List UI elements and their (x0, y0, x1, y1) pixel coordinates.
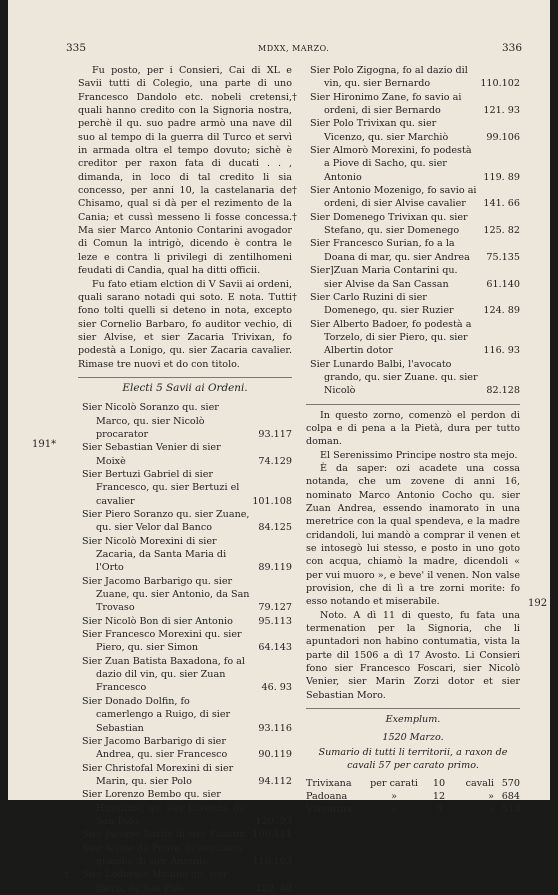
vote-entry (306, 318, 520, 358)
vote-count: 61.140 (486, 278, 520, 290)
vote-entry (306, 264, 520, 291)
table-cell: per carati (370, 777, 418, 789)
summary-heading: Sumario di tutti li territorii, a raxon de cavali 57 per carato primo. (318, 746, 508, 772)
table-cell: 10 (432, 777, 446, 789)
vote-count: 125. 82 (483, 225, 520, 237)
table-row (306, 803, 520, 816)
vote-count: 119. 89 (483, 171, 520, 183)
vote-entry (78, 441, 292, 468)
divider (78, 377, 292, 378)
vote-count: 82.128 (486, 385, 520, 397)
candidate-name: Sier Piero Soranzo qu. sier Zuane, qu. sier Velor dal Banco (82, 509, 250, 534)
candidate-name: Sier Sebastian Venier di sier Moixè (82, 442, 221, 467)
table-cell: » (488, 804, 494, 816)
vote-count: 75.135 (486, 251, 520, 263)
candidate-name: Sier Carlo Ruzini di sier Domenego, qu. sier Ruzier (310, 291, 454, 317)
vote-entry (306, 117, 520, 144)
candidate-name: Sier Donado Dolfin, fo camerlengo a Ruigo, di sier Sebastian (82, 695, 231, 734)
vote-count: 99.106 (486, 131, 520, 143)
elected-cross-icon: † (292, 291, 297, 303)
candidate-name: Sier Nicolò Bon di sier Antonio (82, 615, 233, 627)
vote-list (292, 64, 520, 398)
vote-count: 93.116 (258, 722, 292, 734)
vote-count: 84.125 (258, 522, 292, 534)
vote-entry (292, 291, 520, 318)
table-cell: Trivixana (306, 777, 352, 789)
vote-count: 101.108 (252, 495, 292, 507)
vote-entry (64, 868, 292, 895)
candidate-name: Sier Alberto Badoer, fo podestà a Torzelo, di sier Piero, qu. sier Albertin dotor (310, 318, 472, 357)
vote-entry (78, 468, 292, 508)
table-row (306, 777, 520, 790)
candidate-name: Sier Antonio Mozenigo, fo savio ai ordeni, di sier Alvise cavalier (310, 185, 477, 210)
vote-count: 141. 66 (483, 198, 520, 210)
vote-count: 124. 89 (483, 305, 520, 317)
candidate-name: Sier Almorò Morexini, fo podestà a Piove di Sacho, qu. sier Antonio (310, 145, 472, 183)
candidate-name: Sier Bertuzi Gabriel di sier Francesco, qu. sier Bertuzi el cavalier (82, 468, 240, 507)
elected-cross-icon: † (64, 869, 69, 881)
book-page (8, 0, 550, 894)
candidate-name: Sier Domenego Trivixan qu. sier Stefano, qu. sier Domenego (310, 211, 468, 237)
table-cell: » (391, 804, 397, 816)
candidate-name: Sier]Zuan Maria Contarini qu. sier Alvise da San Cassan (310, 265, 458, 290)
vote-count: 89.119 (258, 562, 292, 574)
vote-entry (78, 695, 292, 735)
table-cell: 570 (501, 777, 520, 789)
paragraph: Noto. A dì 11 di questo, fu fata una termenation per la Signoria, che li apuntadori non habino contumatia, vista la parte dil 1506 a dì 17 Avosto. Li Consieri fono sier Francesco Foscari, sier Nicolò Venier, sier Marin Zorzi dotor et sier Sebastian Moro. (306, 609, 520, 701)
candidate-name: Sier Zuan Batista Baxadona, fo al dazio dil vin, qu. sier Zuan Francesco (82, 655, 245, 694)
candidate-name: Sier Jacomo Barbarigo qu. sier Zuane, qu. sier Antonio, da San Trovaso (82, 575, 250, 614)
table-cell: 684 (501, 790, 520, 802)
vote-entry (78, 615, 292, 628)
candidate-name: Sier Jacomo Barbarigo di sier Andrea, qu. sier Francesco (82, 735, 228, 761)
elected-cross-icon: † (292, 185, 297, 197)
vote-entry (292, 91, 520, 118)
vote-count: 64.143 (258, 642, 292, 654)
margin-note-right: 192 (528, 598, 548, 609)
vote-entry (292, 184, 520, 211)
vote-entry (78, 628, 292, 655)
table-cell: cavali (465, 777, 494, 789)
vote-count: 120. 93 (255, 815, 292, 827)
vote-count: 110.103 (252, 855, 292, 867)
vote-entry (306, 358, 520, 398)
exemplum-heading: Exemplum. (385, 714, 441, 726)
vote-count: 93.117 (258, 428, 292, 440)
vote-count: 74.129 (258, 455, 292, 467)
table-cell: 9 (435, 804, 443, 816)
elected-cross-icon: † (292, 211, 297, 223)
vote-entry (78, 401, 292, 441)
candidate-name: Sier Nicolò Soranzo qu. sier Marco, qu. sier Nicolò procarator (82, 402, 219, 440)
page-number-right: 336 (502, 42, 523, 54)
paragraph: È da saper: ozi acadete una cossa notanda, che um zovene di anni 16, nominato Marco Antonio Cocho qu. sier Zuan Andrea, essendo inamorato in una meretrice con la qual spendeva, e la madre cridandoli, lui mandò a comprar il venen et se intosegò lui stesso, e posto in uno goto con acqua, chiamò la madre, dicendoli « per vui muoro », e beve' il venen. Non valse provision, che di lì a tre zorni morite: fo esso notando et miserabile. (306, 462, 520, 608)
candidate-name: Sier Lodovico Michiel qu. sier Piero, da San Polo (82, 869, 228, 894)
vote-entry (78, 508, 292, 535)
table-cell: 513 (501, 804, 520, 816)
vote-entry (306, 64, 520, 91)
candidate-name: Sier Francesco Morexini qu. sier Piero, qu. sier Simon (82, 629, 242, 654)
vote-count: 94.112 (258, 775, 292, 787)
candidate-name: Sier Francesco Surian, fo a la Doana di mar, qu. sier Andrea (310, 238, 470, 263)
candidate-name: Sier Nicolò Morexini di sier Zacaria, da Santa Maria di l'Orto (82, 535, 227, 574)
candidate-name: Sier Polo Zigogna, fo al dazio dil vin, qu. sier Bernardo (310, 65, 468, 90)
margin-note-left: 191* (32, 439, 57, 450)
page-number-left: 335 (66, 42, 87, 54)
vote-entry (78, 575, 292, 615)
candidate-name: Sier Hironimo Zane, fo savio ai ordeni, di sier Bernardo (310, 91, 462, 117)
table-cell: Vixentina (306, 804, 352, 816)
candidate-name: Sier Lunardo Balbi, l'avocato grando, qu. sier Zuane. qu. sier Nicolò (310, 358, 478, 397)
candidate-name: Sier Christofal Morexini di sier Marin, qu. sier Polo (82, 762, 234, 787)
table-cell: » (391, 790, 397, 802)
table-cell: Padoana (306, 790, 348, 802)
paragraph: Fu fato etiam elction di V Savii ai ordeni, quali sarano notadi qui soto. E nota. Tutti fono tolti quelli si deteno in nota, excepto sier Cornelio Barbaro, fo auditor vechio, di sier Alvise, et sier Zacaria Trivixan, fo podestà a Lonigo, qu. sier Zacaria cavalier. Rimase tre nuovi et do con titolo. (78, 278, 292, 370)
running-title: MDXX, MARZO. (258, 44, 330, 53)
paragraph: El Serenissimo Principe nostro sta mejo. (320, 449, 518, 461)
divider (306, 404, 520, 405)
vote-count: 46. 93 (261, 682, 292, 694)
vote-count: 110.102 (480, 78, 520, 90)
vote-count: 100.111 (252, 829, 292, 841)
vote-entry (306, 144, 520, 184)
table-cell: » (488, 790, 494, 802)
table-row (306, 790, 520, 803)
candidate-name: Sier Polo Trivixan qu. sier Vicenzo, qu. sier Marchiò (310, 118, 449, 143)
vote-entry (78, 735, 292, 762)
table-cell: 12 (432, 790, 446, 802)
territory-table (306, 777, 520, 817)
vote-entry (78, 535, 292, 575)
vote-count: 116. 93 (483, 345, 520, 357)
candidate-name: Sier Lorenzo Bembo qu. sier Hironimo, qu. sier Lorenzo, da San Polo (82, 789, 246, 827)
vote-count: 95.113 (258, 615, 292, 627)
elected-cross-icon: † (292, 91, 297, 103)
vote-entry (292, 211, 520, 238)
paragraph: Fu posto, per i Consieri, Cai di XL e Savii tutti di Colegio, una parte di uno Francesco Dandolo etc. nobeli cretensi, quali hanno credito con la Signoria nostra, perchè il qu. suo padre armò una nave dil suo al tempo di la guerra dil Turco et servì in armada oltra el tempo dovuto; sichè è creditor per raxon fata di ducati . . , dimanda, in loco di tal credito li sia concesso, per anni 10, la castelanaria de Chisamo, qual si dà per el rezimento de la Cania; et cussì messeno li fosse concessa. Ma sier Marco Antonio Contarini avogador di Comun la intrigò, dicendo è contra le leze e contra li privilegi di zentilhomeni feudati di Candia, qual ha ditti officii. (78, 65, 292, 277)
vote-entry (78, 655, 292, 695)
vote-entry (78, 828, 292, 841)
divider (306, 708, 520, 709)
vote-count: 79.127 (258, 602, 292, 614)
vote-entry (78, 842, 292, 869)
vote-list (64, 401, 292, 895)
candidate-name: Sier Alvise da Ponte, fo avochato grando, di sier Antonio (82, 842, 242, 867)
candidate-name: Sier Jacomo Barbo di sier Faustin (82, 829, 246, 841)
vote-count: 121. 93 (483, 105, 520, 117)
left-column (64, 64, 292, 895)
vote-count: 129. 80 (255, 882, 292, 894)
vote-entry (78, 788, 292, 828)
right-column (292, 64, 520, 817)
section-heading: Electi 5 Savii ai Ordeni. (122, 381, 248, 394)
vote-entry (78, 762, 292, 789)
date-heading: 1520 Marzo. (382, 731, 444, 743)
vote-entry (306, 237, 520, 264)
vote-count: 90.119 (258, 749, 292, 761)
paragraph: In questo zorno, comenzò el perdon di colpa e di pena a la Pietà, dura per tutto doman. (306, 409, 520, 448)
